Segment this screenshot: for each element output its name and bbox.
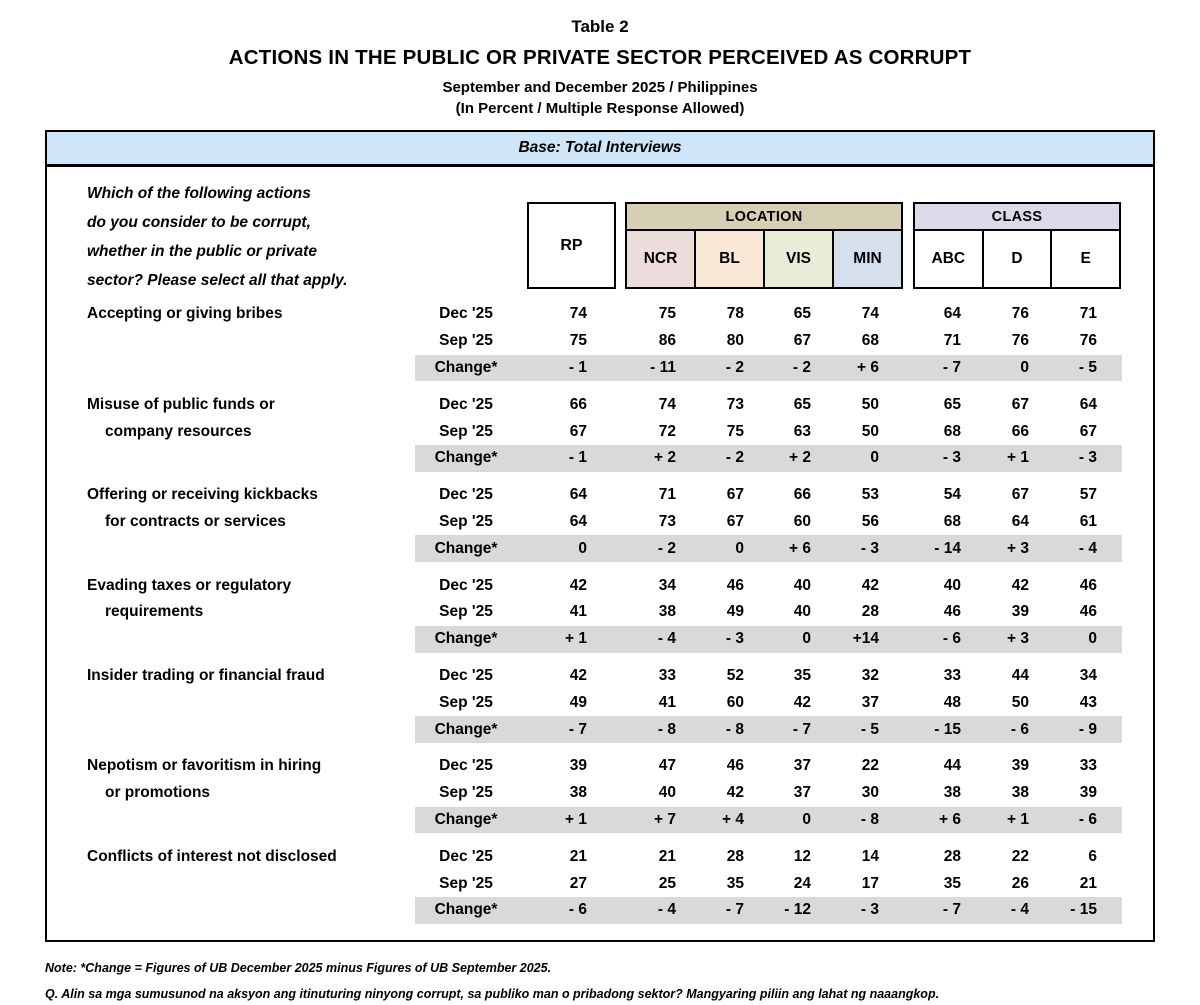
- column-header-vis: VIS: [765, 231, 834, 287]
- value-cell-min: - 3: [860, 901, 879, 919]
- value-cell-bl: 0: [735, 539, 744, 557]
- value-cell-rp: 74: [569, 305, 587, 323]
- row-values-band: [415, 301, 1122, 328]
- value-cell-rp: 64: [569, 486, 587, 504]
- value-cell-ncr: 34: [658, 576, 676, 594]
- value-cell-min: 0: [870, 449, 879, 467]
- value-cell-rp: 0: [578, 539, 587, 557]
- action-label: Accepting or giving bribes: [87, 305, 283, 323]
- value-cell-d: 76: [1011, 332, 1029, 350]
- value-cell-bl: - 2: [725, 449, 744, 467]
- row-values-band: [415, 599, 1122, 626]
- value-cell-ncr: 72: [658, 422, 676, 440]
- value-cell-ncr: 73: [658, 512, 676, 530]
- value-cell-min: 56: [861, 512, 879, 530]
- period-label: Sep '25: [439, 693, 493, 711]
- row-values-band: [415, 482, 1122, 509]
- period-label: Sep '25: [439, 512, 493, 530]
- action-label: Conflicts of interest not disclosed: [87, 847, 337, 865]
- value-cell-d: + 1: [1007, 449, 1029, 467]
- row-group: [47, 663, 1153, 743]
- action-label: Misuse of public funds or: [87, 395, 275, 413]
- table-title: ACTIONS IN THE PUBLIC OR PRIVATE SECTOR PERCEIVED AS CORRUPT: [228, 46, 972, 69]
- base-band: [47, 132, 1153, 167]
- value-cell-abc: - 7: [942, 358, 961, 376]
- row-values-band: [415, 355, 1122, 382]
- change-row: [47, 807, 1153, 834]
- data-row: [47, 418, 1153, 445]
- value-cell-rp: 75: [569, 332, 587, 350]
- value-cell-rp: 64: [569, 512, 587, 530]
- value-cell-bl: - 7: [725, 901, 744, 919]
- value-cell-e: - 4: [1078, 539, 1097, 557]
- value-cell-abc: 48: [943, 693, 961, 711]
- value-cell-abc: - 6: [942, 630, 961, 648]
- value-cell-bl: 42: [726, 784, 744, 802]
- value-cell-vis: 66: [793, 486, 811, 504]
- period-label: Change*: [434, 901, 498, 919]
- row-group: [47, 843, 1153, 923]
- period-label: Dec '25: [439, 666, 493, 684]
- value-cell-d: 26: [1011, 874, 1029, 892]
- change-row: [47, 355, 1153, 382]
- value-cell-min: 32: [861, 666, 879, 684]
- value-cell-bl: - 2: [725, 358, 744, 376]
- value-cell-ncr: - 4: [657, 901, 676, 919]
- row-group: [47, 482, 1153, 562]
- period-label: Change*: [434, 358, 498, 376]
- value-cell-ncr: 21: [658, 847, 676, 865]
- value-cell-ncr: 74: [658, 395, 676, 413]
- value-cell-min: 74: [861, 305, 879, 323]
- value-cell-rp: 27: [569, 874, 587, 892]
- data-row: [47, 482, 1153, 509]
- value-cell-e: 76: [1079, 332, 1097, 350]
- question-line: do you consider to be corrupt,: [87, 214, 311, 231]
- period-label: Change*: [434, 630, 498, 648]
- period-label: Dec '25: [439, 757, 493, 775]
- value-cell-d: + 3: [1007, 539, 1029, 557]
- value-cell-abc: 68: [943, 422, 961, 440]
- value-cell-abc: 38: [943, 784, 961, 802]
- value-cell-min: 28: [861, 603, 879, 621]
- row-group: [47, 753, 1153, 833]
- value-cell-e: 64: [1079, 395, 1097, 413]
- value-cell-rp: - 6: [568, 901, 587, 919]
- value-cell-e: 6: [1088, 847, 1097, 865]
- value-cell-e: 21: [1079, 874, 1097, 892]
- action-label: requirements: [105, 603, 204, 621]
- action-label: Nepotism or favoritism in hiring: [87, 757, 322, 775]
- value-cell-min: 30: [861, 784, 879, 802]
- value-cell-abc: 46: [943, 603, 961, 621]
- period-label: Change*: [434, 539, 498, 557]
- value-cell-rp: 42: [569, 576, 587, 594]
- value-cell-min: 50: [861, 422, 879, 440]
- value-cell-ncr: 33: [658, 666, 676, 684]
- value-cell-vis: 65: [793, 395, 811, 413]
- data-row: [47, 780, 1153, 807]
- value-cell-abc: 54: [943, 486, 961, 504]
- period-label: Dec '25: [439, 395, 493, 413]
- change-row: [47, 535, 1153, 562]
- value-cell-d: 67: [1011, 486, 1029, 504]
- value-cell-min: 42: [861, 576, 879, 594]
- change-row: [47, 897, 1153, 924]
- data-row: [47, 301, 1153, 328]
- value-cell-abc: 71: [943, 332, 961, 350]
- value-cell-ncr: 38: [658, 603, 676, 621]
- value-cell-abc: 68: [943, 512, 961, 530]
- row-values-band: [415, 626, 1122, 653]
- data-row: [47, 753, 1153, 780]
- change-definition-note: Note: *Change = Figures of UB December 2025 minus Figures of UB September 2025.: [45, 960, 552, 975]
- question-filipino-note: Q. Alin sa mga sumusunod na aksyon ang itinuturing ninyong corrupt, sa publiko man o pribadong sektor? Mangyaring piliin ang lahat ng naaangkop.: [45, 986, 940, 1001]
- value-cell-d: + 1: [1007, 810, 1029, 828]
- value-cell-bl: - 3: [725, 630, 744, 648]
- value-cell-bl: 46: [726, 757, 744, 775]
- table-subtitle: September and December 2025 / Philippines: [442, 79, 758, 96]
- table-number: Table 2: [571, 17, 629, 36]
- column-group-class: [913, 202, 1121, 289]
- rp-label: RP: [560, 236, 583, 254]
- data-row: [47, 599, 1153, 626]
- value-cell-bl: 28: [726, 847, 744, 865]
- value-cell-ncr: 41: [658, 693, 676, 711]
- value-cell-rp: + 1: [565, 810, 587, 828]
- row-group: [47, 391, 1153, 471]
- value-cell-ncr: 86: [658, 332, 676, 350]
- data-row: [47, 663, 1153, 690]
- value-cell-vis: + 6: [789, 539, 811, 557]
- value-cell-min: - 5: [860, 720, 879, 738]
- data-row: [47, 328, 1153, 355]
- action-label: Insider trading or financial fraud: [87, 666, 325, 684]
- question-line: whether in the public or private: [87, 243, 317, 260]
- value-cell-d: - 6: [1010, 720, 1029, 738]
- value-cell-min: 22: [861, 757, 879, 775]
- value-cell-e: - 6: [1078, 810, 1097, 828]
- value-cell-rp: 39: [569, 757, 587, 775]
- action-label: company resources: [105, 422, 252, 440]
- change-row: [47, 626, 1153, 653]
- value-cell-abc: 65: [943, 395, 961, 413]
- period-label: Sep '25: [439, 422, 493, 440]
- period-label: Sep '25: [439, 874, 493, 892]
- value-cell-abc: 33: [943, 666, 961, 684]
- value-cell-e: 34: [1079, 666, 1097, 684]
- value-cell-vis: - 12: [784, 901, 811, 919]
- row-values-band: [415, 509, 1122, 536]
- column-header-d: D: [984, 231, 1053, 287]
- value-cell-rp: + 1: [565, 630, 587, 648]
- value-cell-rp: 41: [569, 603, 587, 621]
- value-cell-ncr: 40: [658, 784, 676, 802]
- value-cell-min: 14: [861, 847, 879, 865]
- value-cell-e: 33: [1079, 757, 1097, 775]
- value-cell-bl: - 8: [725, 720, 744, 738]
- value-cell-vis: - 2: [792, 358, 811, 376]
- value-cell-abc: 40: [943, 576, 961, 594]
- location-group-title: LOCATION: [627, 204, 901, 231]
- value-cell-bl: 78: [726, 305, 744, 323]
- value-cell-rp: - 1: [568, 449, 587, 467]
- base-label: Base: Total Interviews: [518, 139, 682, 156]
- value-cell-rp: 21: [569, 847, 587, 865]
- value-cell-ncr: 71: [658, 486, 676, 504]
- value-cell-min: 53: [861, 486, 879, 504]
- row-values-band: [415, 328, 1122, 355]
- value-cell-rp: 67: [569, 422, 587, 440]
- footnotes: [45, 955, 1155, 1005]
- change-row: [47, 445, 1153, 472]
- question-line: sector? Please select all that apply.: [87, 272, 348, 289]
- row-group: [47, 572, 1153, 652]
- value-cell-e: 67: [1079, 422, 1097, 440]
- data-row: [47, 689, 1153, 716]
- column-header-bl: BL: [696, 231, 765, 287]
- value-cell-vis: + 2: [789, 449, 811, 467]
- value-cell-ncr: + 7: [654, 810, 676, 828]
- value-cell-d: 50: [1011, 693, 1029, 711]
- value-cell-vis: 37: [793, 757, 811, 775]
- table-format-note: (In Percent / Multiple Response Allowed): [455, 100, 745, 117]
- row-values-band: [415, 807, 1122, 834]
- period-label: Change*: [434, 449, 498, 467]
- value-cell-abc: 44: [943, 757, 961, 775]
- value-cell-d: 38: [1011, 784, 1029, 802]
- row-values-band: [415, 663, 1122, 690]
- period-label: Change*: [434, 720, 498, 738]
- period-label: Dec '25: [439, 576, 493, 594]
- value-cell-vis: - 7: [792, 720, 811, 738]
- period-label: Dec '25: [439, 486, 493, 504]
- class-subcolumns: [915, 231, 1119, 287]
- data-row: [47, 509, 1153, 536]
- column-header-ncr: NCR: [627, 231, 696, 287]
- value-cell-bl: + 4: [722, 810, 744, 828]
- value-cell-ncr: - 4: [657, 630, 676, 648]
- value-cell-vis: 12: [793, 847, 811, 865]
- value-cell-d: 42: [1011, 576, 1029, 594]
- value-cell-min: 17: [861, 874, 879, 892]
- row-values-band: [415, 897, 1122, 924]
- value-cell-bl: 80: [726, 332, 744, 350]
- value-cell-d: 67: [1011, 395, 1029, 413]
- value-cell-min: 68: [861, 332, 879, 350]
- action-label: Offering or receiving kickbacks: [87, 486, 318, 504]
- data-row: [47, 391, 1153, 418]
- column-group-location: [625, 202, 903, 289]
- value-cell-vis: 65: [793, 305, 811, 323]
- row-values-band: [415, 418, 1122, 445]
- value-cell-e: 43: [1079, 693, 1097, 711]
- row-values-band: [415, 445, 1122, 472]
- value-cell-vis: 60: [793, 512, 811, 530]
- value-cell-e: - 5: [1078, 358, 1097, 376]
- value-cell-rp: 49: [569, 693, 587, 711]
- row-values-band: [415, 535, 1122, 562]
- action-label: for contracts or services: [105, 512, 286, 530]
- data-row: [47, 870, 1153, 897]
- value-cell-ncr: + 2: [654, 449, 676, 467]
- value-cell-min: 50: [861, 395, 879, 413]
- value-cell-ncr: - 11: [650, 358, 676, 376]
- value-cell-e: 39: [1079, 784, 1097, 802]
- period-label: Change*: [434, 810, 498, 828]
- value-cell-abc: 64: [943, 305, 961, 323]
- row-values-band: [415, 780, 1122, 807]
- value-cell-ncr: 47: [658, 757, 676, 775]
- value-cell-d: - 4: [1010, 901, 1029, 919]
- row-values-band: [415, 391, 1122, 418]
- value-cell-e: 46: [1079, 576, 1097, 594]
- value-cell-min: - 8: [860, 810, 879, 828]
- question-text: [87, 179, 347, 295]
- value-cell-vis: 0: [802, 630, 811, 648]
- value-cell-abc: - 7: [942, 901, 961, 919]
- row-values-band: [415, 572, 1122, 599]
- value-cell-vis: 67: [793, 332, 811, 350]
- value-cell-bl: 75: [726, 422, 744, 440]
- column-header-e: E: [1052, 231, 1119, 287]
- value-cell-bl: 49: [726, 603, 744, 621]
- value-cell-rp: - 7: [568, 720, 587, 738]
- row-values-band: [415, 716, 1122, 743]
- value-cell-vis: 40: [793, 576, 811, 594]
- value-cell-rp: 38: [569, 784, 587, 802]
- period-label: Sep '25: [439, 784, 493, 802]
- column-header-abc: ABC: [915, 231, 984, 287]
- change-row: [47, 716, 1153, 743]
- value-cell-vis: 0: [802, 810, 811, 828]
- value-cell-vis: 37: [793, 784, 811, 802]
- title-block: [0, 0, 1200, 117]
- value-cell-abc: 28: [943, 847, 961, 865]
- value-cell-bl: 67: [726, 512, 744, 530]
- row-values-band: [415, 689, 1122, 716]
- value-cell-abc: + 6: [939, 810, 961, 828]
- column-header-rp: [527, 202, 616, 289]
- value-cell-d: 44: [1011, 666, 1029, 684]
- table-body: [47, 301, 1153, 940]
- table-header-region: [47, 167, 1153, 301]
- value-cell-rp: 66: [569, 395, 587, 413]
- value-cell-d: 39: [1011, 603, 1029, 621]
- data-row: [47, 843, 1153, 870]
- question-line: Which of the following actions: [87, 185, 311, 202]
- value-cell-vis: 35: [793, 666, 811, 684]
- value-cell-rp: - 1: [568, 358, 587, 376]
- value-cell-bl: 46: [726, 576, 744, 594]
- value-cell-bl: 73: [726, 395, 744, 413]
- value-cell-min: + 6: [857, 358, 879, 376]
- value-cell-e: 0: [1088, 630, 1097, 648]
- row-values-band: [415, 870, 1122, 897]
- value-cell-abc: 35: [943, 874, 961, 892]
- period-label: Dec '25: [439, 305, 493, 323]
- value-cell-abc: - 14: [934, 539, 961, 557]
- value-cell-d: 66: [1011, 422, 1029, 440]
- value-cell-bl: 35: [726, 874, 744, 892]
- value-cell-bl: 52: [726, 666, 744, 684]
- value-cell-e: - 3: [1078, 449, 1097, 467]
- value-cell-rp: 42: [569, 666, 587, 684]
- value-cell-d: + 3: [1007, 630, 1029, 648]
- value-cell-ncr: 75: [658, 305, 676, 323]
- period-label: Sep '25: [439, 332, 493, 350]
- value-cell-e: 46: [1079, 603, 1097, 621]
- action-label: or promotions: [105, 784, 211, 802]
- value-cell-ncr: 25: [658, 874, 676, 892]
- value-cell-min: - 3: [860, 539, 879, 557]
- value-cell-d: 76: [1011, 305, 1029, 323]
- action-label: Evading taxes or regulatory: [87, 576, 292, 594]
- value-cell-abc: - 3: [942, 449, 961, 467]
- data-row: [47, 572, 1153, 599]
- value-cell-vis: 24: [793, 874, 811, 892]
- value-cell-bl: 60: [726, 693, 744, 711]
- value-cell-d: 64: [1011, 512, 1029, 530]
- row-group: [47, 301, 1153, 381]
- value-cell-abc: - 15: [934, 720, 961, 738]
- value-cell-ncr: - 8: [657, 720, 676, 738]
- value-cell-e: 57: [1079, 486, 1097, 504]
- value-cell-e: - 15: [1070, 901, 1097, 919]
- class-group-title: CLASS: [915, 204, 1119, 231]
- row-values-band: [415, 753, 1122, 780]
- value-cell-e: - 9: [1078, 720, 1097, 738]
- location-subcolumns: [627, 231, 901, 287]
- value-cell-d: 0: [1020, 358, 1029, 376]
- value-cell-min: 37: [861, 693, 879, 711]
- period-label: Dec '25: [439, 847, 493, 865]
- value-cell-d: 22: [1011, 847, 1029, 865]
- value-cell-vis: 63: [793, 422, 811, 440]
- row-values-band: [415, 843, 1122, 870]
- period-label: Sep '25: [439, 603, 493, 621]
- value-cell-e: 71: [1079, 305, 1097, 323]
- value-cell-ncr: - 2: [657, 539, 676, 557]
- value-cell-min: +14: [852, 630, 879, 648]
- value-cell-vis: 42: [793, 693, 811, 711]
- value-cell-bl: 67: [726, 486, 744, 504]
- column-header-min: MIN: [834, 231, 901, 287]
- value-cell-e: 61: [1079, 512, 1097, 530]
- survey-table: [45, 130, 1155, 942]
- value-cell-vis: 40: [793, 603, 811, 621]
- value-cell-d: 39: [1011, 757, 1029, 775]
